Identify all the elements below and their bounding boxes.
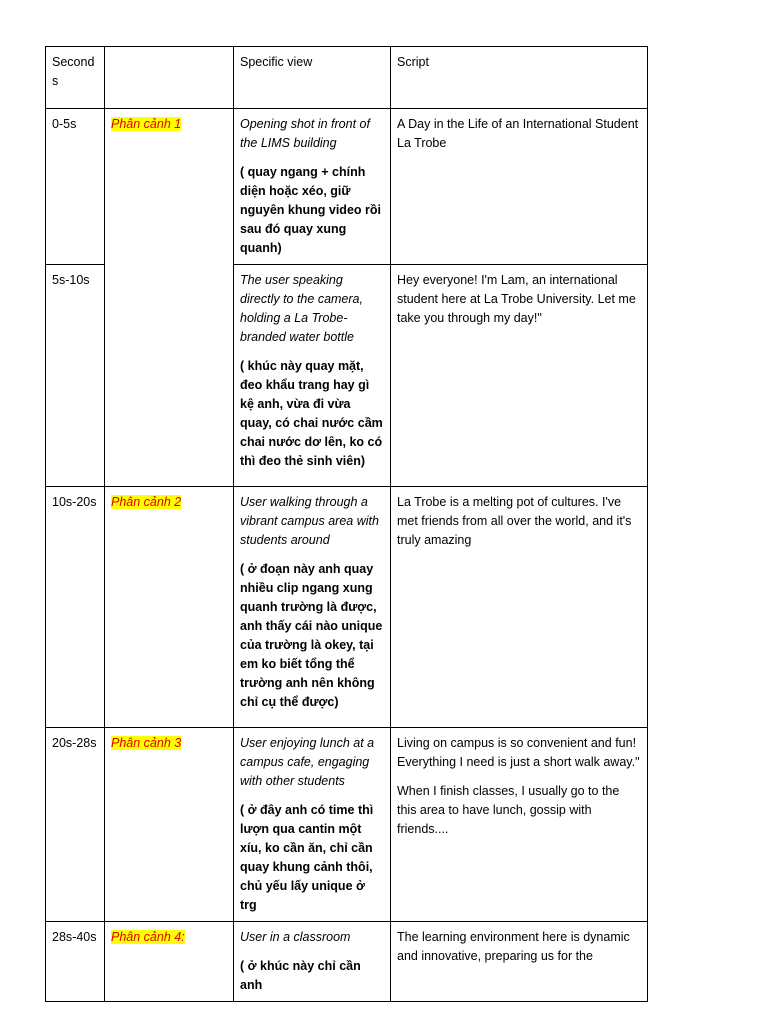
filming-note: ( quay ngang + chính diện hoặc xéo, giữ nguyên khung video rồi sau đó quay xung quanh): [240, 165, 381, 255]
script-cell: [391, 109, 648, 265]
table-row: [46, 109, 648, 265]
script-text: The learning environment here is dynamic and innovative, preparing us for the: [397, 930, 630, 963]
table-row: [46, 728, 648, 922]
script-text: When I finish classes, I usually go to the this area to have lunch, gossip with friends....: [397, 784, 620, 836]
script-cell: [391, 922, 648, 1002]
view-cell: [234, 728, 391, 922]
header-view: Specific view: [234, 47, 391, 109]
script-text: La Trobe is a melting pot of cultures. I've met friends from all over the world, and it's truly amazing: [397, 495, 632, 547]
table-row: [46, 487, 648, 728]
view-description: The user speaking directly to the camera, holding a La Trobe-branded water bottle: [240, 273, 363, 344]
script-text: A Day in the Life of an International Student La Trobe: [397, 117, 639, 150]
filming-note: ( ở đây anh có time thì lượn qua cantin một xíu, ko cần ăn, chỉ cần quay khung cảnh thôi, chủ yếu lấy unique ở trg: [240, 803, 374, 912]
view-cell: [234, 109, 391, 265]
header-seconds: Second s: [46, 47, 105, 109]
filming-note: ( khúc này quay mặt, đeo khẩu trang hay gì kệ anh, vừa đi vừa quay, có chai nước cầm chai nước dơ lên, ko có thì đeo thẻ sinh viên): [240, 359, 383, 468]
time-cell: 20s-28s: [46, 728, 105, 922]
video-script-table: [45, 46, 648, 1002]
view-cell: [234, 487, 391, 728]
time-cell: 0-5s: [46, 109, 105, 265]
time-cell: 28s-40s: [46, 922, 105, 1002]
script-cell: [391, 265, 648, 487]
header-script: Script: [391, 47, 648, 109]
scene-label: Phân cảnh 3: [111, 736, 182, 750]
scene-cell: [105, 922, 234, 1002]
time-cell: 5s-10s: [46, 265, 105, 487]
table-header-row: [46, 47, 648, 109]
table-row: [46, 922, 648, 1002]
view-description: User in a classroom: [240, 930, 351, 944]
header-scene: [105, 47, 234, 109]
scene-cell: [105, 728, 234, 922]
filming-note: ( ở đoạn này anh quay nhiều clip ngang xung quanh trường là được, anh thấy cái nào unique của trường là okey, tại em ko biết tổng thể trường anh nên không chỉ cụ thể được): [240, 562, 383, 709]
scene-label: Phân cảnh 4:: [111, 930, 185, 944]
view-cell: [234, 922, 391, 1002]
filming-note: ( ở khúc này chỉ cần anh: [240, 959, 361, 992]
scene-cell: [105, 487, 234, 728]
script-text: Hey everyone! I'm Lam, an international student here at La Trobe University. Let me take you through my day!": [397, 273, 636, 325]
script-cell: [391, 728, 648, 922]
scene-cell: [105, 109, 234, 487]
script-cell: [391, 487, 648, 728]
view-description: Opening shot in front of the LIMS building: [240, 117, 370, 150]
scene-label: Phân cảnh 1: [111, 117, 182, 131]
time-cell: 10s-20s: [46, 487, 105, 728]
scene-label: Phân cảnh 2: [111, 495, 182, 509]
view-description: User walking through a vibrant campus area with students around: [240, 495, 379, 547]
view-description: User enjoying lunch at a campus cafe, engaging with other students: [240, 736, 375, 788]
script-text: Living on campus is so convenient and fun! Everything I need is just a short walk away.": [397, 736, 640, 769]
view-cell: [234, 265, 391, 487]
